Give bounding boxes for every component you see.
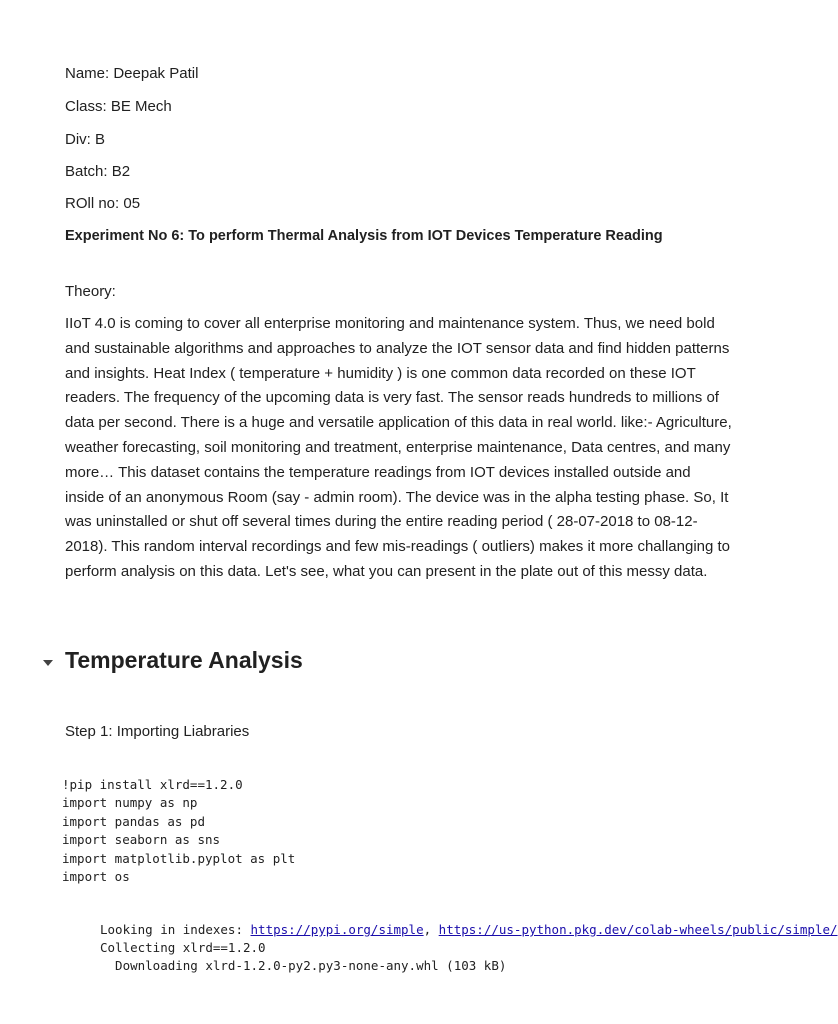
theory-paragraph: IIoT 4.0 is coming to cover all enterprise monitoring and maintenance system. Thus, we need bold and sustainable algorithms and approaches to analyze the IOT sensor data and find hidden patterns and insights. Heat Index ( temperature + humidity ) is one common data recorded on these IOT readers. The frequency of the upcoming data is very fast. The sensor reads hundreds to millions of data per second. There is a huge and versatile application of this data in real world. like:- Agriculture, weather forecasting, soil monitoring and treatment, enterprise maintenance, Data centres, and many more… This dataset contains the temperature readings from IOT devices installed outside and inside of an anonymous Room (say - admin room). The device was in the alpha testing phase. So, It was uninstalled or shut off several times during the entire reading period ( 28-07-2018 to 08-12-2018). This random interval recordings and few mis-readings ( outliers) makes it more challanging to perform analysis on this data. Let's see, what you can present in the plate out of this messy data. <box>65 315 732 580</box>
step-label: Step 1: Importing Liabraries <box>65 723 250 740</box>
student-roll: ROll no: 05 <box>65 195 141 212</box>
output-separator: , <box>423 922 439 937</box>
student-name: Name: Deepak Patil <box>65 65 199 82</box>
colab-wheels-link[interactable]: https://us-python.pkg.dev/colab-wheels/public/simple/ <box>438 922 838 937</box>
section-title: Temperature Analysis <box>65 647 303 673</box>
cell-output <box>100 921 838 975</box>
output-indexes-prefix: Looking in indexes: <box>100 922 251 937</box>
pypi-link[interactable]: https://pypi.org/simple <box>250 922 424 937</box>
theory-heading: Theory: <box>65 283 116 300</box>
caret-down-icon[interactable] <box>38 655 58 671</box>
output-line-indexes <box>100 921 838 939</box>
output-line-downloading: Downloading xlrd-1.2.0-py2.py3-none-any.whl (103 kB) <box>100 958 507 973</box>
student-div: Div: B <box>65 131 106 148</box>
experiment-title: Experiment No 6: To perform Thermal Analysis from IOT Devices Temperature Reading <box>65 228 663 244</box>
student-batch: Batch: B2 <box>65 163 131 180</box>
output-line-collecting: Collecting xlrd==1.2.0 <box>100 940 266 955</box>
student-class: Class: BE Mech <box>65 98 172 115</box>
code-cell[interactable]: !pip install xlrd==1.2.0 import numpy as np import pandas as pd import seaborn as sns import matplotlib.pyplot as plt import os <box>62 777 296 885</box>
